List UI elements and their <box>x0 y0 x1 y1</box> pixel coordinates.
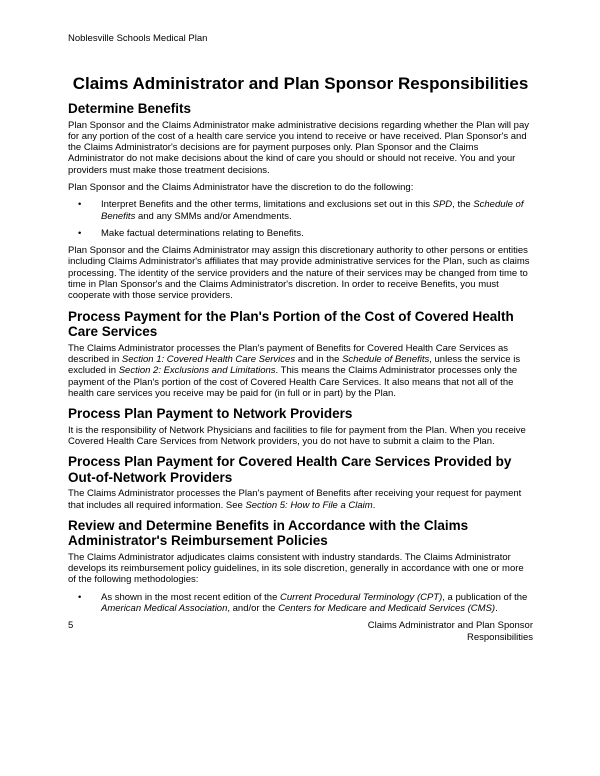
section-heading: Process Payment for the Plan's Portion of the Cost of Covered Health Care Services <box>68 308 514 340</box>
italic-text-run: Section 1: Covered Health Care Services <box>121 353 296 365</box>
running-header: Noblesville Schools Medical Plan <box>68 33 208 44</box>
text-run: Make factual determinations relating to Benefits. <box>101 227 304 239</box>
bullet-text <box>101 228 533 239</box>
text-run: Interpret Benefits and the other terms, limitations and exclusions set out in this <box>101 199 433 211</box>
text-run: The Claims Administrator adjudicates claims consistent with industry standards. The Claims Administrator develops its reimbursement policy guidelines, in its sole discretion, generally in accordance with one or more of the following methodologies: <box>68 551 524 586</box>
paragraph <box>68 343 533 399</box>
paragraph <box>68 245 533 301</box>
italic-text-run: American Medical Association <box>101 603 228 615</box>
bullet-text <box>101 199 533 222</box>
section-heading: Process Plan Payment to Network Providers <box>68 406 353 422</box>
paragraph <box>68 182 533 193</box>
footer-title: Claims Administrator and Plan Sponsor Responsibilities <box>367 620 533 643</box>
text-run: The Claims Administrator processes the Plan's payment of Benefits after receiving your request for payment that includes all required information. See <box>68 488 522 511</box>
text-run: and in the <box>295 353 343 365</box>
section-heading: Review and Determine Benefits in Accordance with the Claims Administrator's Reimbursement Policies <box>68 517 469 549</box>
italic-text-run: Section 2: Exclusions and Limitations <box>118 365 276 377</box>
italic-text-run: Schedule of Benefits <box>101 199 524 222</box>
text-run: The Claims Administrator processes the Plan's payment of Benefits for Covered Health Care Services as described in <box>68 342 509 365</box>
italic-text-run: Centers for Medicare and Medicaid Services (CMS) <box>278 603 496 615</box>
italic-text-run: Section 5: How to File a Claim <box>245 499 373 511</box>
paragraph <box>68 552 533 586</box>
text-run: , and/or the <box>227 603 279 615</box>
bullet-marker-icon: • <box>78 591 82 603</box>
text-run: Plan Sponsor and the Claims Administrator may assign this discretionary authority to other persons or entities including Claims Administrator's affiliates that may provide administrative services for the Plan, such as claims processing. The identity of the service providers and the nature of their services may be changed from time to time in Plan Sponsor's and the Claims Administrator's discretion. In order to receive Benefits, you must cooperate with those service providers. <box>68 245 530 302</box>
section-heading: Process Plan Payment for Covered Health Care Services Provided by Out-of-Network Providers <box>68 454 512 485</box>
bullet-item <box>68 228 533 239</box>
italic-text-run: Schedule of Benefits <box>342 353 430 365</box>
text-run: It is the responsibility of Network Physicians and facilities to file for payment from the Plan. When you receive Covered Health Care Services from Network providers, you do not have to submit a claim to the Plan. <box>68 424 526 447</box>
text-run: and any SMMs and/or Amendments. <box>135 210 292 222</box>
page-footer <box>68 620 533 643</box>
text-run: . <box>495 603 498 615</box>
bullet-item <box>68 592 533 615</box>
paragraph <box>68 425 533 448</box>
text-run: Plan Sponsor and the Claims Administrator have the discretion to do the following: <box>68 181 414 193</box>
section-heading: Determine Benefits <box>68 101 192 116</box>
italic-text-run: SPD <box>432 199 453 211</box>
bullet-marker-icon: • <box>78 199 82 211</box>
bullet-marker-icon: • <box>78 227 82 239</box>
text-run: As shown in the most recent edition of the <box>101 591 281 603</box>
bullet-item <box>68 199 533 222</box>
paragraph <box>68 488 533 511</box>
page-title: Claims Administrator and Plan Sponsor Responsibilities <box>72 74 529 93</box>
text-run: , unless the service is excluded in <box>68 353 521 377</box>
bullet-text <box>101 592 533 615</box>
text-run: , a publication of the <box>442 591 528 603</box>
italic-text-run: Current Procedural Terminology (CPT) <box>280 591 443 603</box>
text-run: Plan Sponsor and the Claims Administrator make administrative decisions regarding whether the Plan will pay for any portion of the cost of a health care service you intend to receive or have received. Plan Sponsor's and the Claims Administrator's decisions are for payment purposes only. Plan Sponsor and the Claims Administrator do not make decisions about the kind of care you should or should not receive. You and your providers must make those treatment decisions. <box>68 119 529 176</box>
document-body <box>68 101 533 614</box>
text-run: . <box>372 499 376 511</box>
page-number: 5 <box>68 620 74 632</box>
text-run: , the <box>452 199 474 211</box>
paragraph <box>68 120 533 176</box>
text-run: . This means the Claims Administrator processes only the payment of the Plan's portion of the cost of Covered Health Care Services. It also means that not all of the health care services you receive may be paid for (in full or in part) by the Plan. <box>68 365 518 399</box>
